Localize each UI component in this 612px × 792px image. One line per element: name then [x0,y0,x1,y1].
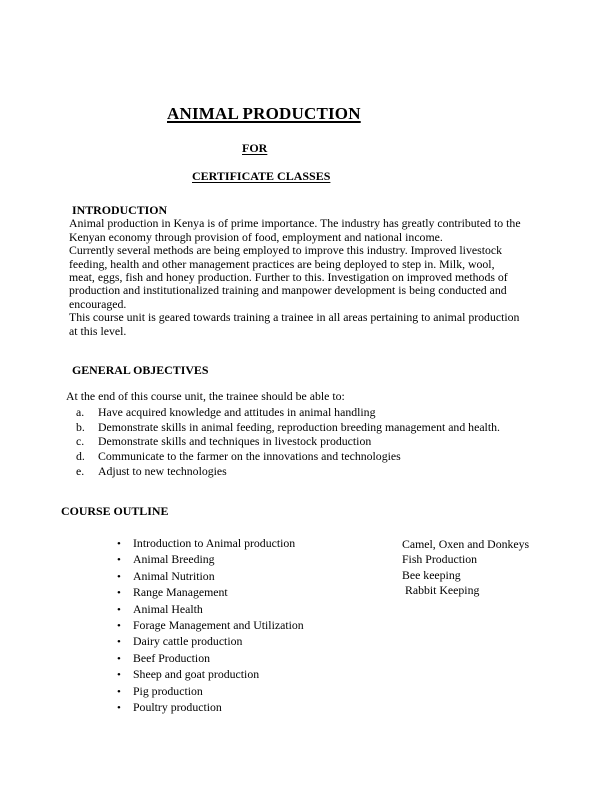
bullet-icon: • [117,669,121,682]
objective-marker: c. [76,434,85,449]
outline-item-text: Sheep and goat production [133,667,260,682]
bullet-icon: • [117,587,121,600]
objective-item [76,449,500,464]
objective-item [76,405,500,420]
general-objectives-heading: GENERAL OBJECTIVES [72,363,209,377]
outline-right-item: Bee keeping [402,567,461,582]
outline-bullet-item [117,585,304,601]
section-introduction [66,204,521,338]
outline-bullet-item [117,700,304,716]
outline-bullet-item [117,684,304,700]
introduction-line: meat, eggs, fish and honey production. Further to this. Investigation on improved methods of [69,270,508,285]
objective-text: Demonstrate skills in animal feeding, reproduction breeding management and health. [98,419,500,434]
document-title: ANIMAL PRODUCTION [167,104,361,123]
course-outline-heading: COURSE OUTLINE [61,504,169,518]
objective-marker: d. [76,449,85,464]
bullet-icon: • [117,652,121,665]
outline-right-item: Fish Production [402,552,478,567]
bullet-icon: • [117,554,121,567]
objective-text: Adjust to new technologies [98,463,227,478]
introduction-line: This course unit is geared towards training a trainee in all areas pertaining to animal production [69,310,520,325]
outline-item-text: Pig production [133,683,203,698]
subtitle-for: FOR [242,141,268,155]
outline-bullet-item [117,667,304,683]
outline-bullet-item [117,536,304,552]
bullet-icon: • [117,538,121,550]
bullet-icon: • [117,685,121,698]
outline-bullet-item [117,602,304,618]
introduction-line: encouraged. [69,296,127,311]
objective-item [76,434,500,449]
introduction-line: at this level. [69,323,127,338]
general-objectives-lead: At the end of this course unit, the trainee should be able to: [66,389,345,403]
general-objectives-list [76,405,500,479]
bullet-icon: • [117,570,121,583]
introduction-line: Currently several methods are being employed to improve this industry. Improved livestock [69,243,502,258]
objective-text: Communicate to the farmer on the innovations and technologies [98,449,401,464]
outline-item-text: Beef Production [133,650,210,665]
bullet-icon: • [117,603,121,616]
outline-bullet-item [117,634,304,650]
bullet-icon: • [117,620,121,633]
bullet-icon: • [117,636,121,649]
outline-bullet-item [117,552,304,568]
introduction-line: feeding, health and other management practices are being deployed to step in. Milk, wool, [69,256,495,271]
introduction-line: Animal production in Kenya is of prime importance. The industry has greatly contributed to the [69,216,521,231]
objective-marker: a. [76,405,85,419]
outline-item-text: Animal Nutrition [133,568,215,583]
objective-marker: e. [76,463,85,478]
course-outline-right-column [402,537,529,599]
outline-bullet-item [117,651,304,667]
objective-text: Demonstrate skills and techniques in livestock production [98,434,372,449]
outline-item-text: Dairy cattle production [133,634,243,649]
outline-right-item: Camel, Oxen and Donkeys [402,537,530,551]
objective-text: Have acquired knowledge and attitudes in animal handling [98,405,376,419]
introduction-line: Kenyan economy through provision of food, employment and national income. [69,229,443,244]
course-outline-bullet-list [117,536,304,716]
outline-right-item: Rabbit Keeping [405,583,480,598]
outline-item-text: Forage Management and Utilization [133,618,304,633]
objective-item [76,464,500,479]
outline-item-text: Animal Breeding [133,552,215,567]
outline-item-text: Poultry production [133,700,222,715]
outline-item-text: Animal Health [133,601,203,616]
outline-item-text: Range Management [133,585,228,600]
outline-bullet-item [117,618,304,634]
bullet-icon: • [117,702,121,715]
subtitle-certificate-classes: CERTIFICATE CLASSES [192,169,331,183]
outline-bullet-item [117,569,304,585]
introduction-line: production and institutionalized training and manpower development is being conducted and [69,283,507,298]
objective-marker: b. [76,419,85,434]
outline-item-text: Introduction to Animal production [133,536,296,550]
introduction-heading: INTRODUCTION [72,203,168,217]
objective-item [76,420,500,435]
